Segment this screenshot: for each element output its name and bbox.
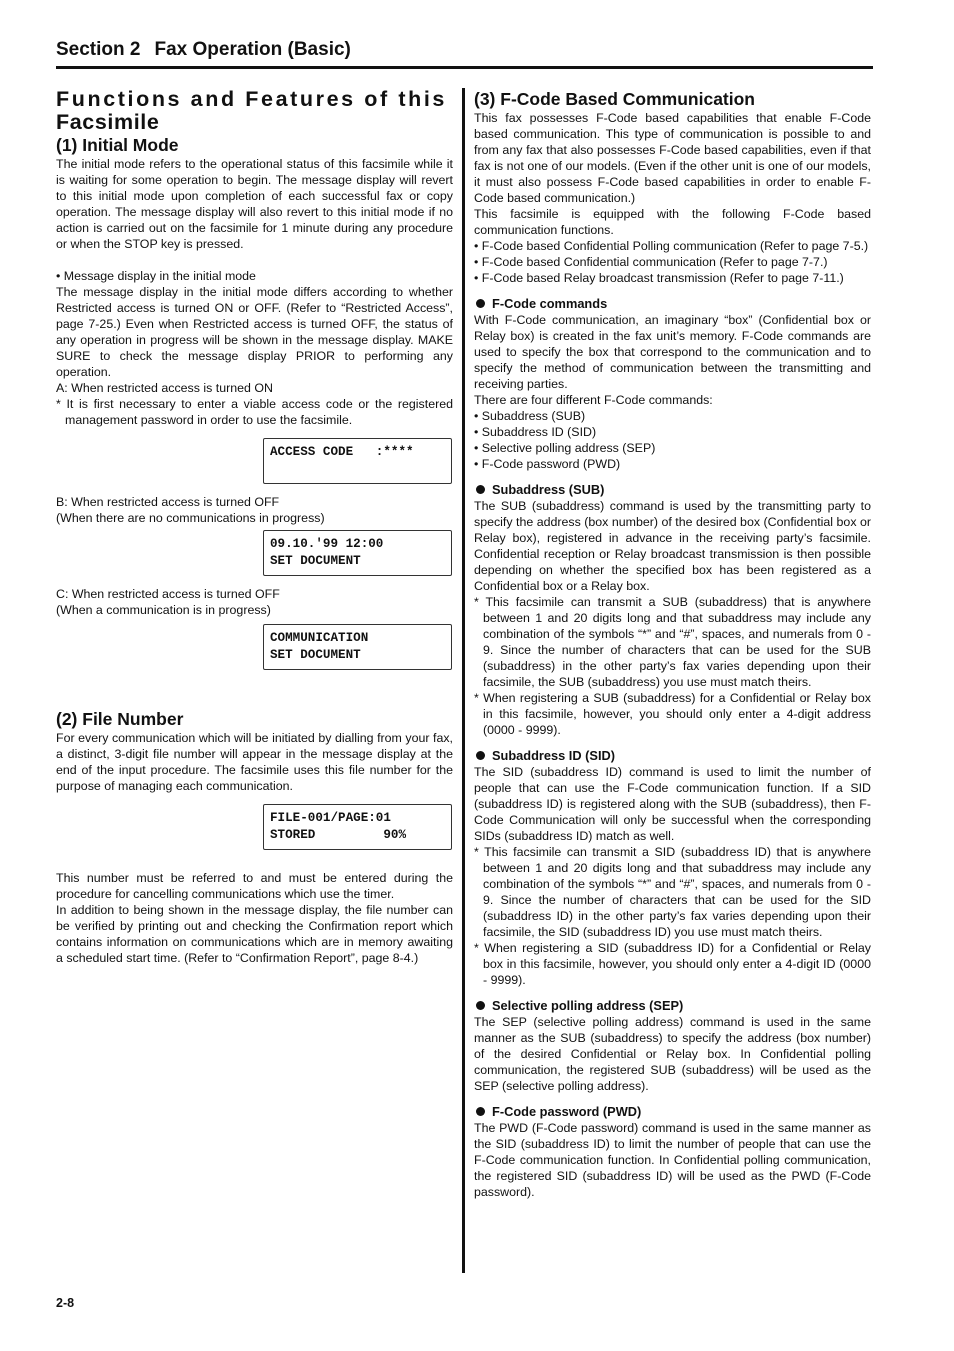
case-b-sublabel: (When there are no communications in progress) (56, 511, 325, 525)
initial-mode-bullet: • Message display in the initial mode (56, 269, 256, 283)
initial-mode-intro: The initial mode refers to the operational status of this facsimile while it is waiting for some operation to begin. The message display will revert to this initial mode upon completion of each successful fax or copy operation. The message display will also revert to this initial mode if no action is carried out on the facsimile for 1 minute during any procedure or when the STOP key is pressed. (56, 157, 453, 251)
sid-heading: Subaddress ID (SID) (474, 748, 871, 764)
fcode-heading: (3) F-Code Based Communication (474, 89, 755, 109)
left-column (56, 88, 453, 966)
lcd-line: SET DOCUMENT (270, 554, 361, 568)
lcd-line: ACCESS CODE :**** (270, 445, 414, 459)
page-title-line-1: Functions and Features of this (56, 87, 447, 111)
lcd-line: 09.10.'99 12:00 (270, 537, 384, 551)
header-rule (56, 66, 873, 69)
section-header (56, 38, 872, 62)
bullet-dot-icon (476, 751, 485, 760)
bullet-dot-icon (476, 1107, 485, 1116)
sub-note: * This facsimile can transmit a SUB (subaddress) that is anywhere between 1 and 20 digits long and that subaddress may include any combination of the symbols “*” and “#”, spaces, and numerals from 0 - 9. Since the number of characters that can be used for the SUB (subaddress) in the other party’s fax varies depending upon their facsimile, the SUB (subaddress) you use must match theirs. (474, 595, 871, 689)
lcd-file-number (263, 804, 452, 850)
fcode-commands-text: With F-Code communication, an imaginary “box” (Confidential box or Relay box) is created in the fax unit’s memory. F-Code commands are used to specify the box that correspond to the communication and to specify the method of communication between the transmitting and receiving parties. (474, 313, 871, 391)
file-number-heading: (2) File Number (56, 709, 184, 729)
fcode-function-item: • F-Code based Confidential Polling communication (Refer to page 7-5.) (474, 239, 869, 253)
pwd-text: The PWD (F-Code password) command is used in the same manner as the SID (subaddress ID) to limit the number of people that can use the F-Code communication function. In Confidential polling communication, the registered SID (subaddress ID) will be used as the PWD (F-Code password). (474, 1121, 871, 1199)
sep-heading: Selective polling address (SEP) (474, 998, 871, 1014)
fcode-intro: This fax possesses F-Code based capabilities that enable F-Code based communication. This type of communication is possible to and from any fax that also possesses F-Code based capabilities, even if that fax is not one of our models. (Even if the other unit is one of our models, it must also possess F-Code based capabilities in order to enable F-Code based communication.) (474, 111, 871, 205)
fcode-equipped: This facsimile is equipped with the following F-Code based communication functions. (474, 207, 871, 237)
bullet-dot-icon (476, 299, 485, 308)
case-a-label: A: When restricted access is turned ON (56, 381, 273, 395)
bullet-dot-icon (476, 1001, 485, 1010)
case-b-label: B: When restricted access is turned OFF (56, 495, 280, 509)
sid-note: * This facsimile can transmit a SID (subaddress ID) that is anywhere between 1 and 20 digits long and that subaddress may include any combination of the symbols “*” and “#”, spaces, and numerals from 0 - 9. Since the number of characters that can be used for the SID (subaddress ID) in the other party’s fax varies depending upon their facsimile, the SID (subaddress ID) you use must match theirs. (474, 845, 871, 939)
lcd-access-code (263, 438, 452, 484)
lcd-line: STORED 90% (270, 828, 407, 842)
case-a-note: * It is first necessary to enter a viable access code or the registered management password in order to use the facsimile. (56, 397, 453, 427)
initial-mode-heading: (1) Initial Mode (56, 135, 179, 155)
lcd-standby (263, 530, 452, 576)
pwd-heading: F-Code password (PWD) (474, 1104, 871, 1120)
fcode-commands-count: There are four different F-Code commands: (474, 393, 713, 407)
sep-text: The SEP (selective polling address) command is used in the same manner as the SUB (subaddress) to specify the address (box number) of the desired Confidential or Relay box. In Confidential polling communication, the registered SUB (subaddress) will be used as the SEP (selective polling address). (474, 1015, 871, 1093)
fcode-commands-heading: F-Code commands (474, 296, 871, 312)
initial-mode-description: The message display in the initial mode differs according to whether Restricted access is turned ON or OFF. (Refer to “Restricted Access”, page 7-25.) Even when Restricted access is turned OFF, the status of any operation in progress will be shown in the message display. MAKE SURE to check the message display PRIOR to performing any operation. (56, 285, 453, 379)
right-column (474, 88, 871, 1200)
case-c-label: C: When restricted access is turned OFF (56, 587, 280, 601)
fcode-function-item: • F-Code based Confidential communication (Refer to page 7-7.) (474, 255, 828, 269)
page-title-line-2: Facsimile (56, 110, 160, 134)
fcode-command-item: • F-Code password (PWD) (474, 457, 621, 471)
file-number-report-note: In addition to being shown in the message display, the file number can be verified by printing out and checking the Confirmation report which contains information on communications which are in memory awaiting a scheduled start time. (Refer to “Confirmation Report”, page 8-4.) (56, 903, 453, 965)
page-title (56, 88, 453, 134)
column-divider (462, 88, 465, 1273)
sub-heading: Subaddress (SUB) (474, 482, 871, 498)
lcd-communication (263, 624, 452, 670)
fcode-command-item: • Subaddress ID (SID) (474, 425, 597, 439)
lcd-line: FILE-001/PAGE:01 (270, 811, 391, 825)
page-number: 2-8 (56, 1296, 75, 1310)
fcode-command-item: • Selective polling address (SEP) (474, 441, 656, 455)
section-number: Section 2 (56, 39, 141, 60)
sid-note: * When registering a SID (subaddress ID) for a Confidential or Relay box in this facsimile, however, you should only enter a 4-digit ID (0000 - 9999). (474, 941, 871, 987)
sub-note: * When registering a SUB (subaddress) for a Confidential or Relay box in this facsimile, however, you should only enter a 4-digit address (0000 - 9999). (474, 691, 871, 737)
lcd-line: COMMUNICATION (270, 631, 369, 645)
sub-text: The SUB (subaddress) command is used by the transmitting party to specify the address (box number) of the desired box (Confidential box or Relay box), registered in advance in the receiving party’s facsimile. Confidential reception or Relay broadcast transmission is then possible depending on whether the specified box has been registered as a Confidential box or a Relay box. (474, 499, 871, 593)
lcd-line: SET DOCUMENT (270, 648, 361, 662)
fcode-command-item: • Subaddress (SUB) (474, 409, 586, 423)
sid-text: The SID (subaddress ID) command is used to limit the number of people that can use the F-Code communication function. If a SID (subaddress ID) is registered along with the SUB (subaddress), then F-Code Communication will only be successful when the corresponding SIDs (subaddress ID) match as well. (474, 765, 871, 843)
case-c-sublabel: (When a communication is in progress) (56, 603, 271, 617)
fcode-function-item: • F-Code based Relay broadcast transmission (Refer to page 7-11.) (474, 271, 844, 285)
file-number-intro: For every communication which will be initiated by dialling from your fax, a distinct, 3-digit file number will appear in the message display at the end of the input procedure. The facsimile uses this file number for the purpose of managing each communication. (56, 731, 453, 793)
file-number-cancel-note: This number must be referred to and must be entered during the procedure for cancelling communications which use the timer. (56, 871, 453, 901)
bullet-dot-icon (476, 485, 485, 494)
section-title: Fax Operation (Basic) (154, 39, 351, 60)
